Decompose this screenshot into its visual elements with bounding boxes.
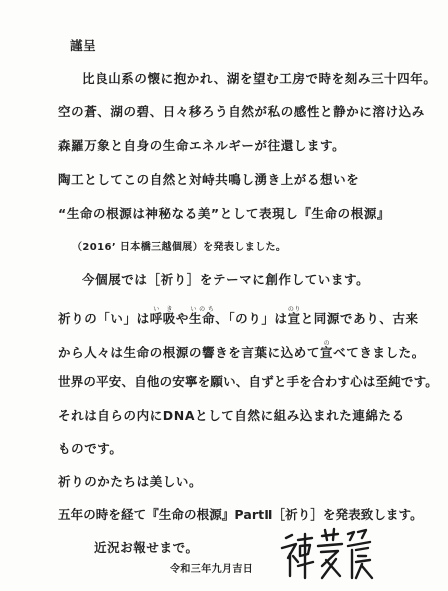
handwritten-signature bbox=[278, 526, 378, 584]
letter-line-12: ものです。 bbox=[58, 441, 123, 456]
ruby-word-nori bbox=[287, 306, 301, 326]
ruby-reading-nori: のり bbox=[287, 306, 301, 313]
salutation: 謹呈 bbox=[70, 38, 97, 53]
letter-line-5: “生命の根源は神秘なる美”として表現し『生命の根源』 bbox=[58, 206, 391, 221]
ruby-base-no: 宣 bbox=[320, 345, 334, 360]
ruby-base-iki: 呼吸 bbox=[149, 311, 176, 326]
letter-line-2: 空の蒼、湖の碧、日々移ろう自然が私の感性と静かに溶け込み bbox=[58, 104, 425, 119]
inori-text-4: と同源であり、古来 bbox=[300, 311, 419, 326]
ruby-reading-iki: いき bbox=[149, 306, 176, 313]
ruby-reading-inochi: いのち bbox=[189, 306, 216, 313]
closing-line: 近況お報せまで。 bbox=[94, 540, 199, 555]
letter-line-11: それは自らの内にDNAとして自然に組み込まれた連綿たる bbox=[58, 408, 405, 423]
letter-line-3: 森羅万象と自身の生命エネルギーが往還します。 bbox=[58, 138, 346, 153]
ruby-base-nori: 宣 bbox=[287, 311, 301, 326]
letter-line-8 bbox=[58, 306, 419, 327]
letter-line-10: 世界の平安、自他の安寧を願い、自ずと手を合わす心は至純です。 bbox=[58, 374, 439, 389]
letter-line-7: 今個展では［祈り］をテーマに創作しています。 bbox=[82, 272, 370, 287]
inori-text-3: 、「のり」は bbox=[215, 311, 288, 326]
letter-line-6: （2016’ 日本橋三越個展）を発表しました。 bbox=[72, 242, 287, 253]
letter-line-1: 比良山系の懐に抱かれ、湖を望む工房で時を刻み三十四年。 bbox=[82, 71, 437, 86]
ruby-reading-no: の bbox=[320, 340, 334, 347]
letter-line-13: 祈りのかたちは美しい。 bbox=[58, 474, 203, 489]
ruby-word-iki bbox=[149, 306, 176, 326]
ruby-base-inochi: 生命 bbox=[189, 311, 216, 326]
date-line: 令和三年九月吉日 bbox=[170, 564, 254, 575]
letter-line-4: 陶工としてこの自然と対峙共鳴し湧き上がる想いを bbox=[58, 172, 360, 187]
inori-text-1: 祈りの「い」は bbox=[58, 311, 150, 326]
inori2-text-2: べてきました。 bbox=[333, 345, 425, 360]
inori-text-2: や bbox=[175, 311, 190, 326]
ruby-word-no bbox=[320, 340, 334, 360]
letter-line-14: 五年の時を経て『生命の根源』PartⅡ［祈り］を発表致します。 bbox=[58, 507, 423, 522]
inori2-text-1: から人々は生命の根源の響きを言葉に込めて bbox=[58, 345, 321, 360]
letter-line-9 bbox=[58, 340, 425, 361]
ruby-word-inochi bbox=[189, 306, 216, 326]
